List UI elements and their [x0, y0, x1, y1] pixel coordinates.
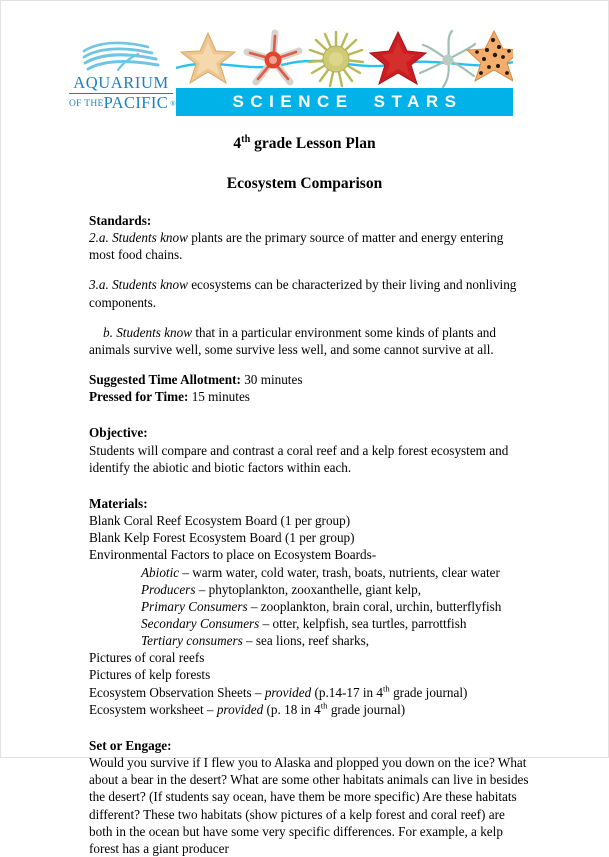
spotted-orange-star-icon — [467, 31, 513, 81]
document-body — [1, 212, 608, 857]
grade-ordinal-suffix: th — [241, 133, 251, 145]
secondary-consumers-label: Secondary Consumers — [141, 615, 260, 631]
page-title — [1, 135, 608, 153]
materials-line-kelp-board: Blank Kelp Forest Ecosystem Board (1 per group) — [89, 530, 355, 546]
science-stars-title — [176, 88, 513, 116]
materials-pictures-kelp: Pictures of kelp forests — [89, 667, 211, 683]
worksheet-provided: provided — [216, 701, 264, 717]
abiotic-label: Abiotic — [141, 564, 180, 580]
standard-3a-number: 3.a. — [89, 277, 113, 293]
logo-pacific-text: PACIFIC — [103, 92, 169, 112]
worksheet-suffix: grade journal) — [327, 701, 406, 717]
standard-2a-number: 2.a. — [89, 230, 113, 246]
observation-sheets-ordinal: th — [383, 683, 390, 694]
standard-b-text: that in a particular environment some kinds of plants and animals survive well, some survive less well, and some cannot survive at all. — [89, 324, 496, 357]
primary-consumers-label: Primary Consumers — [141, 598, 248, 614]
materials-pictures-coral: Pictures of coral reefs — [89, 650, 205, 666]
objective-text: Students will compare and contrast a coral reef and a kelp forest ecosystem and identify the abiotic and biotic factors within each. — [89, 442, 509, 475]
tertiary-consumers-label: Tertiary consumers — [141, 633, 243, 649]
page-subtitle: Ecosystem Comparison — [226, 175, 383, 192]
materials-secondary-consumers — [89, 615, 530, 632]
tan-cushion-star-icon — [181, 33, 235, 83]
pale-green-brittle-star-icon — [420, 31, 475, 87]
set-or-engage-heading: Set or Engage: — [89, 737, 172, 753]
grade-number: 4 — [233, 135, 242, 152]
suggested-time-allotment — [89, 371, 530, 388]
standards-heading: Standards: — [89, 213, 152, 228]
pressed-for-time — [89, 388, 530, 405]
logo-of-the-text: OF THE — [69, 98, 104, 109]
aquarium-of-the-pacific-logo — [69, 39, 176, 112]
science-word: SCIENCE — [232, 92, 354, 111]
materials-producers — [89, 581, 530, 598]
worksheet-page: (p. 18 in 4 — [263, 701, 321, 717]
document-header — [1, 1, 609, 121]
worksheet-prefix: Ecosystem worksheet – — [89, 701, 217, 717]
materials-observation-sheets — [89, 684, 530, 701]
suggested-time-value: 30 minutes — [240, 372, 303, 388]
producers-text: – phytoplankton, zooxanthelle, giant kelp, — [195, 581, 422, 597]
secondary-consumers-text: – otter, kelpfish, sea turtles, parrottfish — [259, 615, 467, 631]
standard-2a-students-know: Students know — [112, 230, 188, 246]
primary-consumers-text: – zooplankton, brain coral, urchin, butterflyfish — [247, 598, 502, 614]
logo-aquarium-text: AQUARIUM — [69, 75, 173, 94]
observation-sheets-provided: provided — [264, 684, 312, 700]
wave-logo-icon — [78, 39, 164, 73]
materials-tertiary-consumers — [89, 632, 530, 649]
materials-abiotic — [89, 564, 530, 581]
standard-b-number: b. — [103, 324, 117, 340]
logo-of-the-pacific-text — [69, 92, 176, 112]
pressed-time-label: Pressed for Time: — [89, 389, 189, 405]
standard-item-3a — [89, 276, 530, 310]
materials-primary-consumers — [89, 598, 530, 615]
worksheet-ordinal: th — [320, 700, 328, 711]
science-stars-banner — [176, 26, 513, 118]
observation-sheets-suffix: grade journal) — [389, 684, 468, 700]
pressed-time-value: 15 minutes — [188, 389, 250, 405]
abiotic-text: – warm water, cold water, trash, boats, nutrients, clear water — [179, 564, 500, 580]
stars-word: STARS — [373, 92, 463, 111]
standard-item-b — [89, 324, 530, 358]
materials-ecosystem-worksheet — [89, 701, 530, 718]
registered-mark-icon: ® — [170, 99, 176, 108]
red-white-spiny-star-icon — [247, 33, 299, 82]
objective-heading: Objective: — [89, 425, 148, 441]
red-star-icon — [370, 32, 426, 84]
sea-stars-illustration — [176, 26, 513, 89]
materials-line-coral-board: Blank Coral Reef Ecosystem Board (1 per group) — [89, 513, 351, 529]
observation-sheets-prefix: Ecosystem Observation Sheets – — [89, 684, 265, 700]
standard-b-students-know: Students know — [116, 324, 193, 340]
materials-heading: Materials: — [89, 495, 148, 511]
standard-3a-text: ecosystems can be characterized by their living and nonliving components. — [89, 277, 517, 310]
yellow-sun-star-icon — [309, 32, 363, 86]
suggested-time-label: Suggested Time Allotment: — [89, 372, 241, 388]
standard-3a-students-know: Students know — [112, 277, 188, 293]
lesson-plan-text: grade Lesson Plan — [250, 135, 376, 152]
materials-line-env-factors: Environmental Factors to place on Ecosystem Boards- — [89, 547, 377, 563]
observation-sheets-page: (p.14-17 in 4 — [311, 684, 383, 700]
standard-item-2a — [89, 229, 530, 263]
tertiary-consumers-text: – sea lions, reef sharks, — [242, 633, 370, 649]
standard-2a-text: plants are the primary source of matter and energy entering most food chains. — [89, 230, 504, 263]
set-or-engage-text: Would you survive if I flew you to Alaska and plopped you down on the ice? What about a bear in the desert? What are some other habitats animals can live in besides the desert? (If students say ocean, have them be more specific) Are these habitats different? These two habitats (show pictures of a kelp forest and coral reef) are both in the ocean but have some very specific differences. For example, a kelp forest has a giant producer — [89, 755, 529, 856]
producers-label: Producers — [141, 581, 196, 597]
